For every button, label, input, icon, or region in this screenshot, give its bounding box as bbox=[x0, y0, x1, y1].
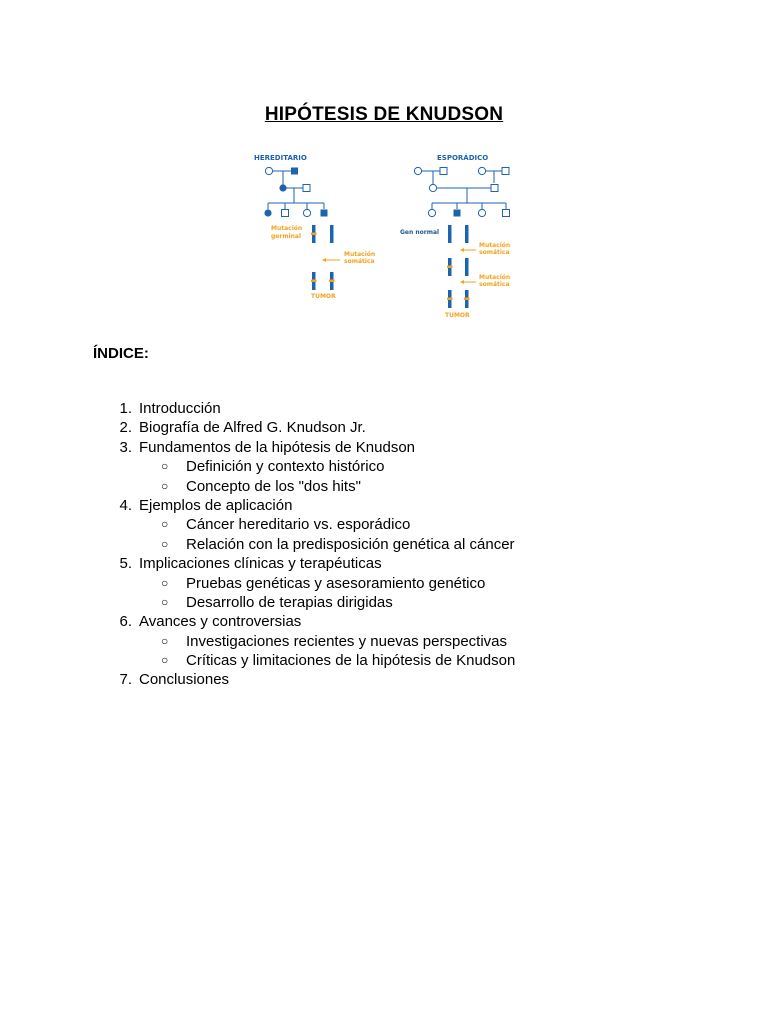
toc-subitem-text: Críticas y limitaciones de la hipótesis de Knudson bbox=[186, 652, 516, 670]
toc-item-number: 2. bbox=[119, 419, 132, 437]
sporadic-somatic-arrowhead-2 bbox=[460, 280, 464, 284]
document-title: HIPÓTESIS DE KNUDSON bbox=[264, 104, 504, 125]
somatic-mutation-label-2: somática bbox=[344, 258, 375, 265]
sporadic-somatic-2-label-2: somática bbox=[479, 281, 510, 288]
hollow-circle-bullet-icon: ○ bbox=[161, 653, 169, 668]
sporadic-g2-male bbox=[491, 185, 498, 192]
toc-item-text: Implicaciones clínicas y terapéuticas bbox=[139, 555, 382, 573]
hereditary-g2-female-affected bbox=[279, 184, 286, 191]
hollow-circle-bullet-icon: ○ bbox=[161, 633, 169, 648]
sporadic-somatic-1-label-1: Mutación bbox=[479, 242, 511, 249]
hereditary-g3-male-affected bbox=[321, 210, 328, 217]
toc-subitem-text: Relación con la predisposición genética al cáncer bbox=[186, 535, 515, 553]
sporadic-step2-chromosome-2 bbox=[465, 258, 469, 276]
toc-item-text: Avances y controversias bbox=[139, 613, 302, 631]
sporadic-g3-female-2 bbox=[478, 209, 485, 216]
sporadic-label: ESPORÁDICO bbox=[437, 154, 489, 162]
index-heading: ÍNDICE: bbox=[93, 345, 149, 362]
toc-item-text: Fundamentos de la hipótesis de Knudson bbox=[139, 438, 416, 456]
sporadic-g1-female-right bbox=[478, 167, 485, 174]
hollow-circle-bullet-icon: ○ bbox=[161, 575, 169, 590]
hereditary-g1-male-affected bbox=[291, 168, 298, 175]
toc-subitem-text: Investigaciones recientes y nuevas perspectivas bbox=[186, 632, 508, 650]
sporadic-somatic-arrowhead-1 bbox=[460, 248, 464, 252]
toc-subitem-text: Definición y contexto histórico bbox=[186, 458, 385, 476]
sporadic-somatic-1-label-2: somática bbox=[479, 249, 510, 256]
toc-item-text: Biografía de Alfred G. Knudson Jr. bbox=[139, 419, 366, 437]
hereditary-tumor-label: TUMOR bbox=[311, 293, 336, 300]
sporadic-tumor-chromosome-1-mutation bbox=[447, 298, 453, 301]
hollow-circle-bullet-icon: ○ bbox=[161, 478, 169, 493]
sporadic-g3-female-1 bbox=[428, 209, 435, 216]
sporadic-g3-male-affected bbox=[454, 210, 461, 217]
hollow-circle-bullet-icon: ○ bbox=[161, 594, 169, 609]
hollow-circle-bullet-icon: ○ bbox=[161, 517, 169, 532]
sporadic-chromosome-2 bbox=[465, 225, 469, 243]
toc-item-number: 7. bbox=[119, 671, 132, 689]
germline-mutation-label-2: germinal bbox=[271, 233, 302, 240]
toc-item-number: 4. bbox=[119, 496, 132, 514]
sporadic-g1-female-left bbox=[414, 167, 421, 174]
sporadic-g1-male-right bbox=[502, 168, 509, 175]
hereditary-tumor-chromosome-1-mutation bbox=[311, 280, 317, 283]
sporadic-tumor-chromosome-2-mutation bbox=[464, 298, 470, 301]
toc-item-number: 1. bbox=[119, 400, 132, 417]
sporadic-tumor-label: TUMOR bbox=[445, 312, 470, 319]
sporadic-step2-chromosome-1-mutation bbox=[447, 266, 453, 269]
hereditary-label: HEREDITARIO bbox=[254, 154, 307, 162]
toc-subitem-text: Cáncer hereditario vs. esporádico bbox=[186, 516, 411, 534]
hereditary-g3-male bbox=[282, 210, 289, 217]
hereditary-g1-female bbox=[265, 167, 272, 174]
toc-subitem-text: Pruebas genéticas y asesoramiento genético bbox=[186, 574, 486, 592]
sporadic-g2-female bbox=[429, 184, 436, 191]
hereditary-g3-female bbox=[303, 209, 310, 216]
toc-item-text: Conclusiones bbox=[139, 671, 230, 689]
hollow-circle-bullet-icon: ○ bbox=[161, 536, 169, 551]
hereditary-chromosome-1-mutation bbox=[311, 233, 317, 236]
toc-item-number: 5. bbox=[119, 555, 132, 573]
hereditary-somatic-arrowhead bbox=[322, 258, 326, 262]
toc-subitem-text: Concepto de los "dos hits" bbox=[186, 477, 361, 495]
knudson-diagram bbox=[240, 146, 540, 326]
germline-mutation-label-1: Mutación bbox=[271, 225, 303, 232]
sporadic-g3-male bbox=[503, 210, 510, 217]
somatic-mutation-label-1: Mutación bbox=[344, 251, 376, 258]
sporadic-somatic-2-label-1: Mutación bbox=[479, 274, 511, 281]
normal-gene-label: Gen normal bbox=[400, 229, 440, 236]
toc-item-text: Introducción bbox=[139, 400, 221, 417]
sporadic-g1-male-left bbox=[440, 168, 447, 175]
hereditary-tumor-chromosome-2-mutation bbox=[329, 280, 335, 283]
hereditary-g3-female-affected bbox=[264, 209, 271, 216]
hereditary-chromosome-2 bbox=[330, 225, 334, 243]
toc-item-text: Ejemplos de aplicación bbox=[139, 496, 293, 514]
toc-item-number: 6. bbox=[119, 613, 132, 631]
knudson-diagram-svg bbox=[240, 146, 540, 326]
toc-subitem-text: Desarrollo de terapias dirigidas bbox=[186, 593, 393, 611]
sporadic-chromosome-1 bbox=[448, 225, 452, 243]
hollow-circle-bullet-icon: ○ bbox=[161, 459, 169, 474]
toc-item-number: 3. bbox=[119, 438, 132, 456]
hereditary-g2-male bbox=[303, 185, 310, 192]
